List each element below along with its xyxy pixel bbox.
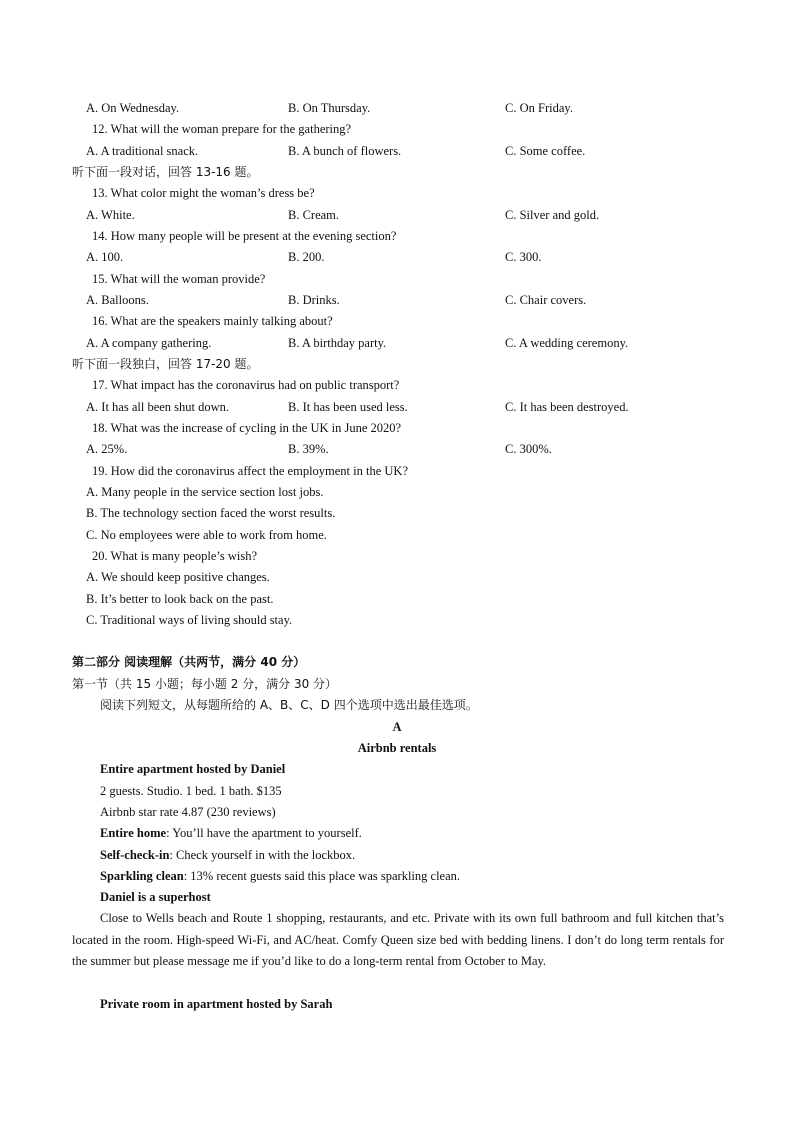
- section-title: 第一节（共 15 小题；每小题 2 分，满分 30 分）: [72, 677, 338, 691]
- self-checkin-row: [100, 845, 794, 865]
- q12-stem: 12. What will the woman prepare for the gathering?: [92, 122, 352, 136]
- q17-option-c: C. It has been destroyed.: [505, 400, 629, 414]
- entire-home-text: : You’ll have the apartment to yourself.: [166, 826, 362, 840]
- q17-options: [0, 397, 794, 417]
- q13-options: [0, 205, 794, 225]
- self-checkin-text: : Check yourself in with the lockbox.: [169, 848, 356, 862]
- q14-options: [0, 247, 794, 267]
- q11-options: [0, 98, 794, 118]
- sparkling-label: Sparkling clean: [100, 869, 184, 883]
- listing1-heading: Entire apartment hosted by Daniel: [100, 762, 286, 776]
- q15-stem: 15. What will the woman provide?: [92, 272, 266, 286]
- q17-option-b: B. It has been used less.: [288, 400, 408, 414]
- passage-letter: A: [392, 720, 402, 734]
- q20-option-c-row: [0, 610, 794, 630]
- listing1-description: Close to Wells beach and Route 1 shopping, restaurants, and etc. Private with its own full bathroom and full kitchen that’s located in the room. High-speed Wi-Fi, and AC/heat. Comfy Queen size bed with bedding linens. I don’t do long term rentals for the summer but please message me if you’d like to do a long-term rental from October to May.: [72, 911, 724, 968]
- part-title: 第二部分 阅读理解（共两节，满分 40 分）: [72, 655, 306, 669]
- q14-option-a: A. 100.: [86, 250, 124, 264]
- reading-instruction: 阅读下列短文，从每题所给的 A、B、C、D 四个选项中选出最佳选项。: [100, 698, 478, 712]
- q16-option-a: A. A company gathering.: [86, 336, 212, 350]
- sparkling-text: : 13% recent guests said this place was sparkling clean.: [183, 869, 461, 883]
- sparkling-row: [100, 866, 794, 886]
- entire-home-label: Entire home: [100, 826, 167, 840]
- q16-option-c: C. A wedding ceremony.: [505, 336, 629, 350]
- listing1-info: 2 guests. Studio. 1 bed. 1 bath. $135: [100, 784, 282, 798]
- q11-option-c: C. On Friday.: [505, 101, 573, 115]
- q13-option-a: A. White.: [86, 208, 135, 222]
- q19-option-a: A. Many people in the service section lost jobs.: [86, 485, 324, 499]
- q15-options: [0, 290, 794, 310]
- q20-option-c: C. Traditional ways of living should stay.: [86, 613, 293, 627]
- q13-option-c: C. Silver and gold.: [505, 208, 600, 222]
- q18-option-b: B. 39%.: [288, 442, 329, 456]
- q15-option-b: B. Drinks.: [288, 293, 340, 307]
- superhost-heading: Daniel is a superhost: [100, 890, 211, 904]
- self-checkin-label: Self-check-in: [100, 848, 170, 862]
- q15-option-a: A. Balloons.: [86, 293, 149, 307]
- q13-option-b: B. Cream.: [288, 208, 340, 222]
- q20-option-b-row: [0, 589, 794, 609]
- q19-option-b: B. The technology section faced the worst results.: [86, 506, 336, 520]
- q19-option-c: C. No employees were able to work from home.: [86, 528, 327, 542]
- q20-stem: 20. What is many people’s wish?: [92, 549, 258, 563]
- q20-option-b: B. It’s better to look back on the past.: [86, 592, 274, 606]
- q11-option-b: B. On Thursday.: [288, 101, 371, 115]
- q14-option-c: C. 300.: [505, 250, 542, 264]
- q14-option-b: B. 200.: [288, 250, 325, 264]
- listing2-heading: Private room in apartment hosted by Sarah: [100, 997, 333, 1011]
- q17-stem: 17. What impact has the coronavirus had on public transport?: [92, 378, 400, 392]
- passage-title: Airbnb rentals: [357, 741, 437, 755]
- q15-option-c: C. Chair covers.: [505, 293, 587, 307]
- q19-option-a-row: [0, 482, 794, 502]
- q16-option-b: B. A birthday party.: [288, 336, 387, 350]
- listing1-rating: Airbnb star rate 4.87 (230 reviews): [100, 805, 276, 819]
- q20-option-a-row: [0, 567, 794, 587]
- q12-option-c: C. Some coffee.: [505, 144, 586, 158]
- q19-option-c-row: [0, 525, 794, 545]
- q11-option-a: A. On Wednesday.: [86, 101, 180, 115]
- q16-stem: 16. What are the speakers mainly talking about?: [92, 314, 333, 328]
- q14-stem: 14. How many people will be present at the evening section?: [92, 229, 397, 243]
- q18-option-a: A. 25%.: [86, 442, 128, 456]
- q13-stem: 13. What color might the woman’s dress be?: [92, 186, 315, 200]
- q12-option-b: B. A bunch of flowers.: [288, 144, 402, 158]
- q19-stem: 19. How did the coronavirus affect the employment in the UK?: [92, 464, 409, 478]
- q18-stem: 18. What was the increase of cycling in the UK in June 2020?: [92, 421, 402, 435]
- q18-option-c: C. 300%.: [505, 442, 552, 456]
- q20-option-a: A. We should keep positive changes.: [86, 570, 270, 584]
- entire-home-row: [100, 823, 794, 843]
- instruction-13-16: 听下面一段对话，回答 13-16 题。: [72, 165, 259, 179]
- q16-options: [0, 333, 794, 353]
- q18-options: [0, 439, 794, 459]
- q12-option-a: A. A traditional snack.: [86, 144, 199, 158]
- instruction-17-20: 听下面一段独白，回答 17-20 题。: [72, 357, 259, 371]
- q17-option-a: A. It has all been shut down.: [86, 400, 230, 414]
- q19-option-b-row: [0, 503, 794, 523]
- q12-options: [0, 141, 794, 161]
